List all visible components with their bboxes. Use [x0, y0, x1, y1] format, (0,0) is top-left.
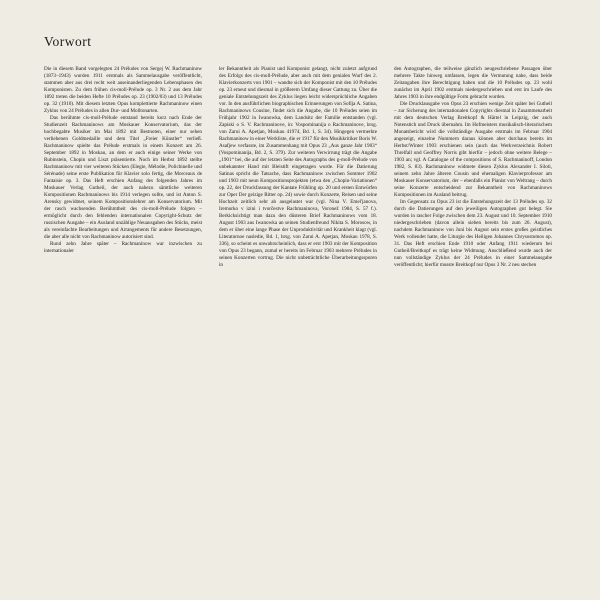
paragraph: Die in diesem Band vorgelegten 24 Préludes von Sergej W. Rachmaninow (1873–1943) wurden 1911 erstmals als Sammelausgabe veröffentlicht, stammen aber aus drei recht weit auseinanderliegenden Lebensphasen des Komponisten. Zu dem frühen cis-moll-Prélude op. 3 Nr. 2 aus dem Jahr 1892 treten die beiden Hefte 10 Préludes op. 23 (1902/03) und 13 Préludes op. 32 (1910). Mit diesem letzten Opus komplettierte Rachmaninow einen Zyklus von 24 Préludes in allen Dur- und Molltonarten. [44, 66, 202, 114]
text-column-1 [44, 66, 202, 255]
page-title: Vorwort [44, 34, 92, 49]
paragraph: Im Gegensatz zu Opus 23 ist die Entstehungszeit der 13 Préludes op. 32 durch die Datierungen auf den jeweiligen Autographen gut belegt. Sie wurden in rascher Folge zwischen dem 23. August und 10. September 1910 niedergeschrieben (davon allein sieben bereits bis zum 26. August), nachdem Rachmaninow von Juni bis August sein erstes großes geistliches Werk vollendet hatte, die Liturgie des Heiligen Johannes Chrysostomos op. 31. Das Heft erschien Ende 1910 oder Anfang 1911 wiederum bei Gutheil/Breitkopf es trägt keine Widmung. Anschließend wurde auch der nun vollständige Zyklus der 24 Préludes in einer Sammelausgabe veröffentlicht; hierfür musste Breitkopf nur Opus 3 Nr. 2 neu stechen [394, 198, 552, 268]
paragraph: Rund zehn Jahre später – Rachmaninow war inzwischen zu internationaler [44, 240, 202, 254]
text-column-2 [219, 66, 377, 269]
paragraph: den Autographen, die teilweise gänzlich neugeschriebene Passagen über mehrere Takte hinweg umfassen, legen die Vermutung nahe, dass beide Zeitangaben ihre Berechtigung haben und die 10 Préludes op. 23 wohl zunächst im April 1902 erstmals niedergeschrieben und erst im Laufe des Jahres 1903 in ihre endgültige Form gebracht wurden. [394, 66, 552, 100]
paragraph: ler Bekanntheit als Pianist und Komponist gelangt, nicht zuletzt aufgrund des Erfolgs des cis-moll-Prélude, aber auch mit dem genialen Wurf des 2. Klavierkonzerts von 1901 – wandte sich der Komponist mit den 10 Préludes op. 23 erneut und diesmal in größerem Umfang dieser Gattung zu. Über die geniale Entstehungszeit des Zyklus liegen leicht widersprüchliche Angaben vor. In den ausführlichen biographischen Erinnerungen von Sofíja A. Satina, Rachmaninows Cousine, findet sich die Angabe, die 10 Préludes seien im Frühjahr 1902 in Iwanowka, dem Landsitz der Familie entstanden (vgl. Zapiski o S. V. Rachmaninove, in: Vospominanija o Rachmaninove, hrsg. von Zarui A. Apetjan, Moskau 41974, Bd. 1, S. 34). Hingegen vermerkte Rachmaninow in einer Werkliste, die er 1917 für den Musikkritiker Boris W. Asafjew verfasste, im Zusammenhang mit Opus 23 „Aus ganze Jahr 1903“ (Vospominanija, Bd. 2, S. 379). Zur weiteren Verwirrung trägt die Angabe „1901“ bei, die auf der letzten Seite des Autographs des g-moll-Prélude von unbekannter Hand mit Bleistift eingetragen wurde. Für die Datierung Satinas spricht die Tatsache, dass Rachmaninow zwischen Sommer 1902 und 1903 mit neun Kompositionsprojekten (etwa den „Chopin-Variationen“ op. 22, der Druckfassung der Kantate Frühling op. 20 und ersten Entwürfen zur Oper Der geizige Ritter op. 24) sowie durch Konzerte, Reisen und seine Hochzeit zeitlich sehr ab ausgelastet war (vgl. Nina V. Emel'janova, Iremorko v izini i tvorčestve Rachmaninova, Voronež 1984, S. 57 f.). Berkicksichtigt man dazu den düsteren Brief Rachmaninows vom 18. August 1903 aus Iwanowka an seinen Studienfreund Nikita S. Morosow, in dem er über eine lange Phase der Unproduktivität und Krankheit klagt (vgl. Literaturnoe nasledie, Bd. 1, hrsg. von Zarui A. Apetjan, Moskau 1978, S. 336), so scheint es unwahrscheinlich, dass er erst 1903 mit der Komposition von Opus 23 begann, zumal er bereits im Februar 1903 mehrere Préludes in seinen Konzerten vortrug. Die nicht unbeträchtliche Überarbeitungsspuren in [219, 66, 377, 268]
text-columns [44, 66, 556, 269]
paragraph: Die Drucklausgabe von Opus 23 erschien wenige Zeit später bei Gutheil – zur Sicherung des internationalen Copyrights diesmal in Zusammenarbeit mit dem deutschen Verlag Breitkopf & Härtel in Leipzig, der auch Notenstich und Druck übernahm. Im Hofmeisters musikalisch-literarischem Monatsbericht wird die vollständige Ausgabe erstmals im Februar 1904 angezeigt, einzelne Nummern daraus können aber durchaus bereits im Herbst/Winter 1903 erschienen sein (auch das Werkverzeichnis Robert Threlfall und Geoffrey Norris gibt hierfür – jedoch ohne weitere Belege – 1903 an; vgl. A Catalogue of the compositions of S. Rachmaninoff, London 1982, S. 83). Rachmaninow widmete diesen Zyklus Alexander I. Siloti, seinem zehn Jahre älteren Cousin und ehemaligen Klavierprofessor am Moskauer Konservatorium, der – ebenfalls ein Pianist von Weltrang – durch seine Konzerte entscheidend zur Bekanntheit von Rachmaninows Kompositionen im Ausland beitrug. [394, 100, 552, 198]
paragraph: Das berühmte cis-moll-Prélude entstand bereits kurz nach Ende der Studienzeit Rachmaninows am Moskauer Konservatorium, das der hochbegabte Musiker im Mai 1892 mit Bestnoten, einer nur sehen verliehenen Goldmedaille und dem Titel „Freier Künstler“ verließ. Rachmaninow spielte das Prélude erstmals in einem Konzert am 26. September 1892 in Moskau, an dem er auch einige seiner Werke von Rubinstein, Chopin und Liszt präsentierte. Noch im Herbst 1892 stellte Rachmaninow mit vier weiteren Stücken (Elegie, Mélodie, Polichinelle und Sérénade) seine erste Publikation für Klavier solo fertig, die Morceaux de Fantaisie op. 3. Das Heft erschien Anfang des folgenden Jahres im Moskauer Verlag Gutheil, der auch nahezu sämtliche weiteren Kompositionen Rachmaninows bis 1914 verlegen sollte, und ist Anton S. Arensky gewidmet, seinem Kompositionslehrer am Konservatorium. Mit der rasch wachsenden Berühmtheit des cis-moll-Prélude folgten – ermöglicht durch den fehlenden internationalen Copyright-Schutz der russischen Ausgabe – ein Ausland unzählige Neuausgaben des Stücks, meist als vereinfachte Bearbeitungen und Arrangements für andere Besetzungen, die aber alle nicht von Rachmaninow autorisiert sind. [44, 114, 202, 240]
text-column-3 [394, 66, 552, 269]
